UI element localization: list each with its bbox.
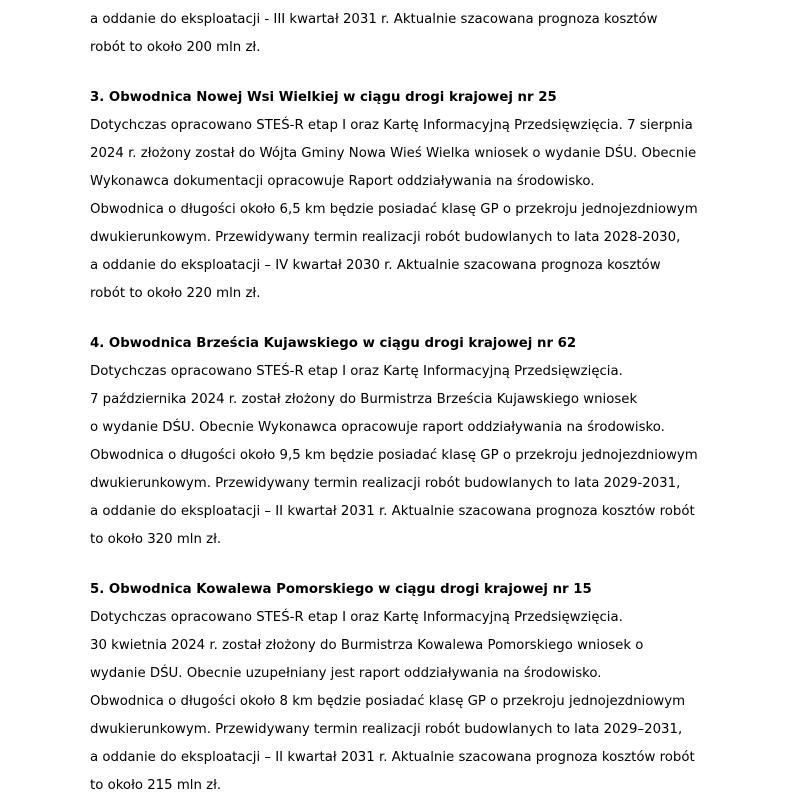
section-3-p2-line-4: robót to około 220 mln zł. [90,286,261,301]
section-5-p1-line-1: Dotychczas opracowano STEŚ-R etap I oraz Kartę Informacyjną Przedsięwzięcia. [90,610,623,625]
gap-before-section-3 [90,62,698,84]
section-3-p2-line-3: a oddanie do eksploatacji – IV kwartał 2030 r. Aktualnie szacowana prognoza kosztów [90,258,661,273]
section-4-heading: 4. Obwodnica Brześcia Kujawskiego w ciągu drogi krajowej nr 62 [90,336,577,351]
section-4-paragraph-1 [90,358,698,442]
section-4-p1-line-3: o wydanie DŚU. Obecnie Wykonawca opracowuje raport oddziaływania na środowisko. [90,420,665,435]
section-4-p1-line-2: 7 października 2024 r. został złożony do Burmistrza Brześcia Kujawskiego wniosek [90,392,638,407]
section-3-p1-line-1: Dotychczas opracowano STEŚ-R etap I oraz Kartę Informacyjną Przedsięwzięcia. 7 sierpnia [90,118,693,133]
continuation-line-2: robót to około 200 mln zł. [90,40,261,55]
section-3-heading: 3. Obwodnica Nowej Wsi Wielkiej w ciągu drogi krajowej nr 25 [90,90,557,105]
section-4-p2-line-1: Obwodnica o długości około 9,5 km będzie posiadać klasę GP o przekroju jednojezdniowym [90,448,698,463]
section-4-p2-line-4: to około 320 mln zł. [90,532,222,547]
section-3-paragraph-1 [90,112,698,196]
section-5-p2-line-3: a oddanie do eksploatacji – II kwartał 2031 r. Aktualnie szacowana prognoza kosztów robót [90,750,695,765]
section-5-p2-line-1: Obwodnica o długości około 8 km będzie posiadać klasę GP o przekroju jednojezdniowym [90,694,686,709]
section-4-p2-line-2: dwukierunkowym. Przewidywany termin realizacji robót budowlanych to lata 2029-2031, [90,476,681,491]
section-5-paragraph-1 [90,604,698,688]
section-3-p1-line-3: Wykonawca dokumentacji opracowuje Raport oddziaływania na środowisko. [90,174,595,189]
gap-before-section-4 [90,308,698,330]
section-3-p1-line-2: 2024 r. złożony został do Wójta Gminy Nowa Wieś Wielka wniosek o wydanie DŚU. Obecnie [90,146,697,161]
continuation-line-1: a oddanie do eksploatacji - III kwartał 2031 r. Aktualnie szacowana prognoza kosztów [90,12,658,27]
section-3-paragraph-2 [90,196,698,308]
section-3-p2-line-1: Obwodnica o długości około 6,5 km będzie posiadać klasę GP o przekroju jednojezdniowym [90,202,698,217]
section-3-p2-line-2: dwukierunkowym. Przewidywany termin realizacji robót budowlanych to lata 2028-2030, [90,230,681,245]
section-5-p2-line-2: dwukierunkowym. Przewidywany termin realizacji robót budowlanych to lata 2029–2031, [90,722,683,737]
gap-before-section-5 [90,554,698,576]
section-4-paragraph-2 [90,442,698,554]
section-5-p1-line-2: 30 kwietnia 2024 r. został złożony do Burmistrza Kowalewa Pomorskiego wniosek o [90,638,644,653]
section-4-p2-line-3: a oddanie do eksploatacji – II kwartał 2031 r. Aktualnie szacowana prognoza kosztów robót [90,504,695,519]
section-5-paragraph-2 [90,688,698,800]
section-5-p2-line-4: to około 215 mln zł. [90,778,222,793]
continuation-paragraph [90,6,698,62]
section-4-p1-line-1: Dotychczas opracowano STEŚ-R etap I oraz Kartę Informacyjną Przedsięwzięcia. [90,364,623,379]
section-5-p1-line-3: wydanie DŚU. Obecnie uzupełniany jest raport oddziaływania na środowisko. [90,666,602,681]
section-5-heading: 5. Obwodnica Kowalewa Pomorskiego w ciągu drogi krajowej nr 15 [90,582,592,597]
